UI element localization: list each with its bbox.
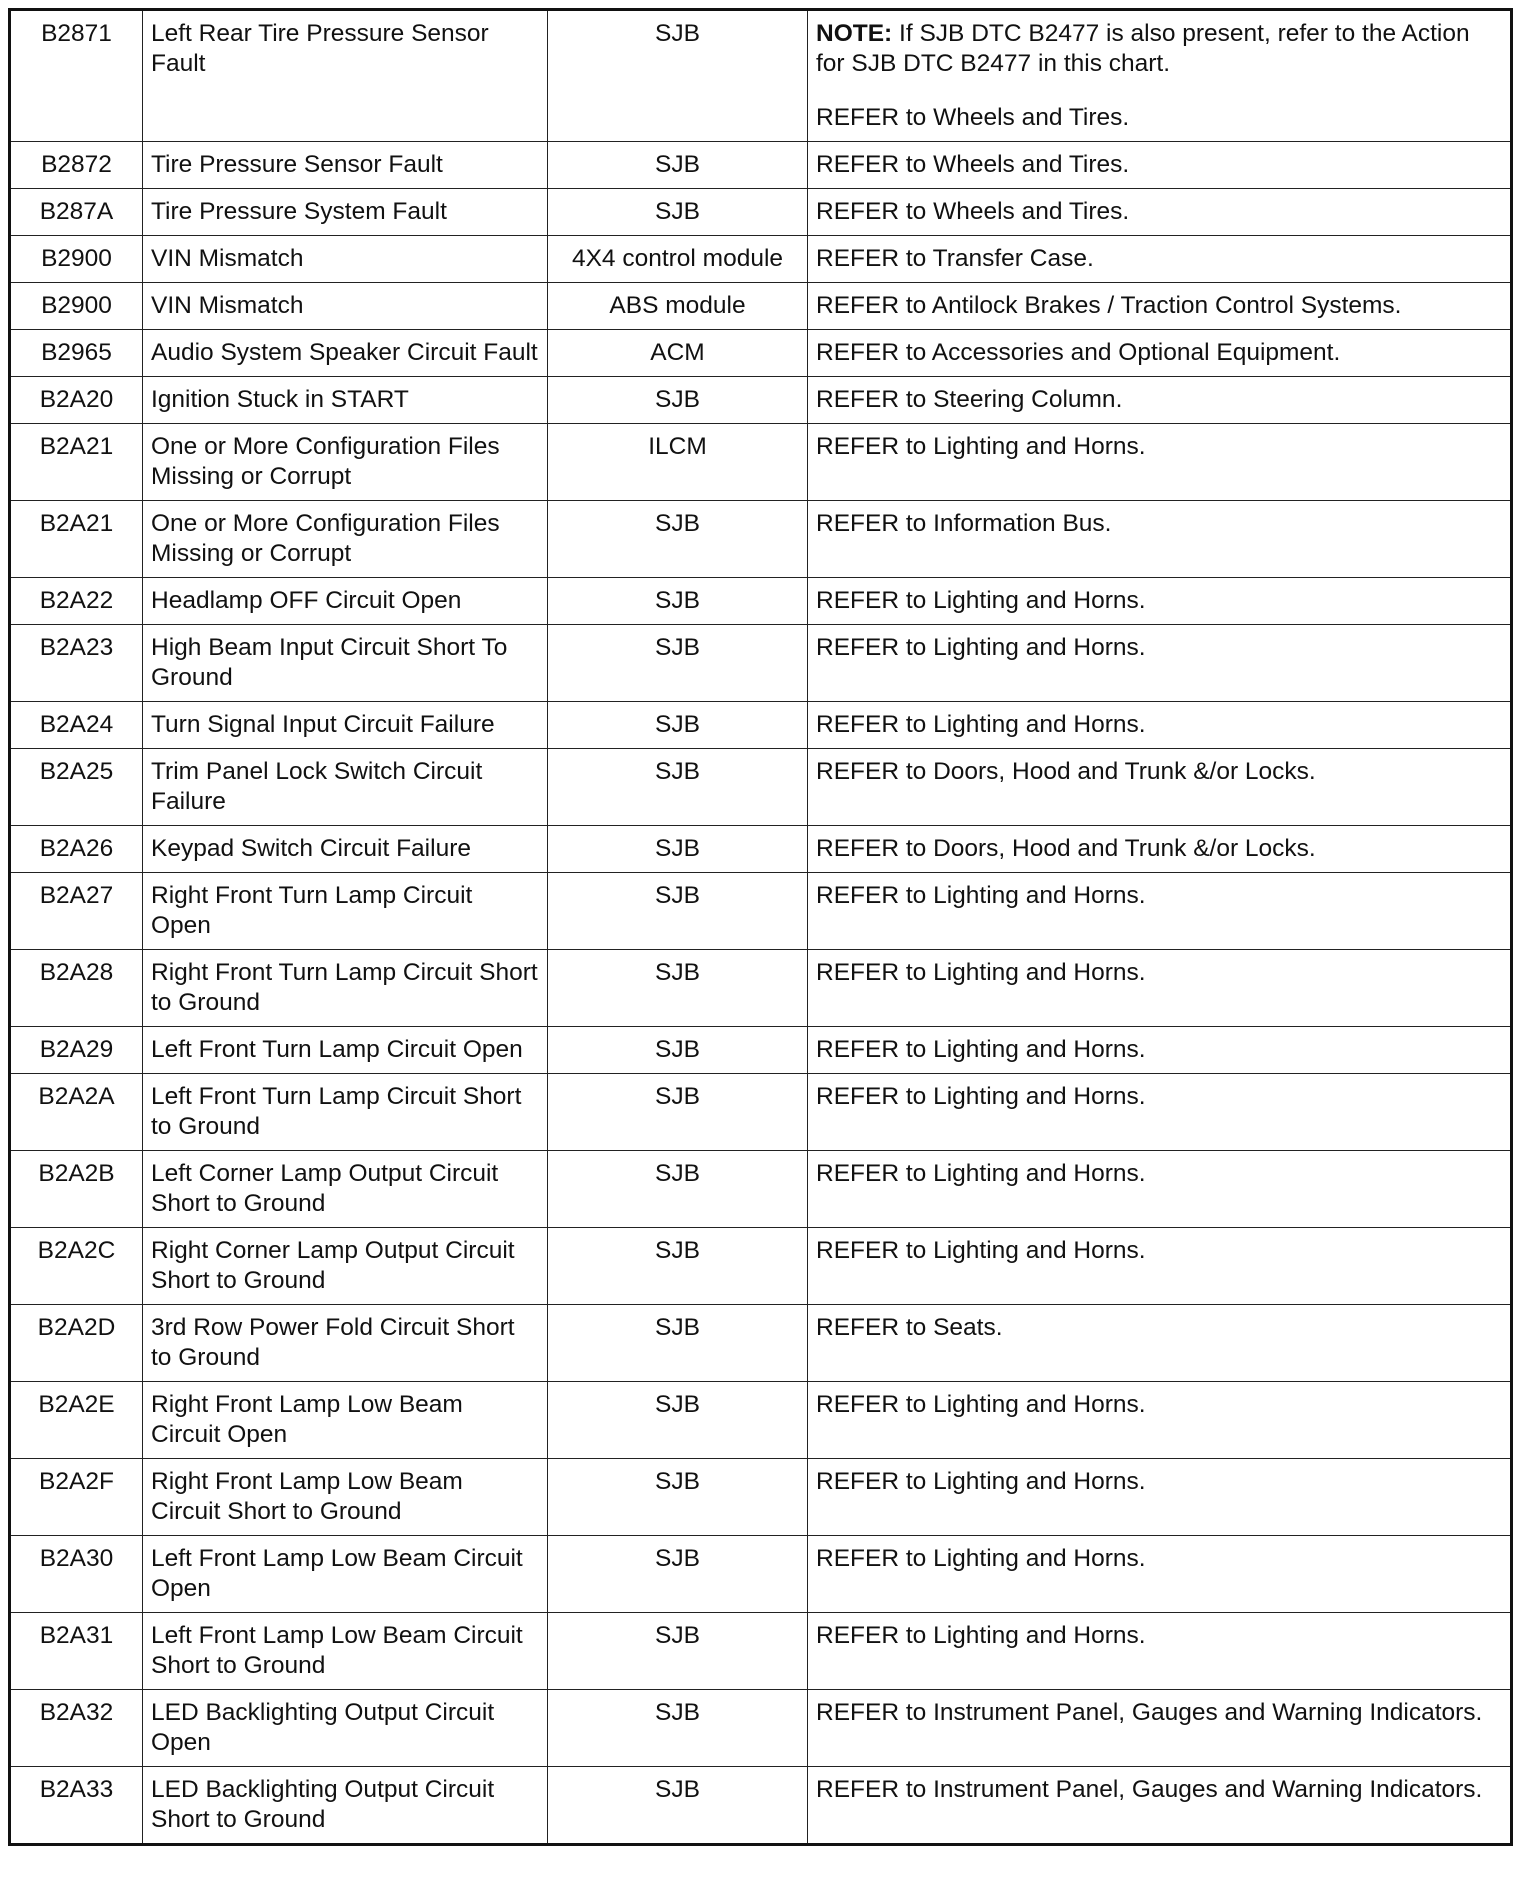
dtc-code-cell: B2A24: [10, 702, 143, 749]
dtc-description-cell: Headlamp OFF Circuit Open: [143, 578, 548, 625]
dtc-description-cell: Left Front Turn Lamp Circuit Open: [143, 1027, 548, 1074]
dtc-code-cell: B2A28: [10, 950, 143, 1027]
dtc-module-cell: SJB: [548, 1536, 808, 1613]
dtc-module-cell: SJB: [548, 873, 808, 950]
table-row: [10, 1690, 1512, 1767]
table-row: [10, 578, 1512, 625]
dtc-description-cell: Ignition Stuck in START: [143, 377, 548, 424]
table-row: [10, 10, 1512, 142]
dtc-module-cell: SJB: [548, 1151, 808, 1228]
dtc-description-cell: Left Front Lamp Low Beam Circuit Short to Ground: [143, 1613, 548, 1690]
table-row: [10, 1027, 1512, 1074]
dtc-description-cell: Keypad Switch Circuit Failure: [143, 826, 548, 873]
dtc-action-cell: [808, 1074, 1512, 1151]
note-label: NOTE:: [816, 20, 893, 47]
dtc-action-cell: [808, 1228, 1512, 1305]
dtc-description-cell: VIN Mismatch: [143, 236, 548, 283]
dtc-description-cell: High Beam Input Circuit Short To Ground: [143, 625, 548, 702]
dtc-code-cell: B2A29: [10, 1027, 143, 1074]
table-row: [10, 501, 1512, 578]
action-text: REFER to Lighting and Horns.: [816, 1391, 1146, 1418]
action-text: REFER to Lighting and Horns.: [816, 1545, 1146, 1572]
dtc-code-cell: B2A21: [10, 424, 143, 501]
dtc-code-cell: B2A27: [10, 873, 143, 950]
dtc-action-cell: [808, 1027, 1512, 1074]
dtc-description-cell: Turn Signal Input Circuit Failure: [143, 702, 548, 749]
dtc-action-cell: [808, 1613, 1512, 1690]
dtc-description-cell: Right Front Turn Lamp Circuit Open: [143, 873, 548, 950]
dtc-module-cell: SJB: [548, 1767, 808, 1845]
dtc-description-cell: Left Corner Lamp Output Circuit Short to Ground: [143, 1151, 548, 1228]
dtc-code-cell: B2A22: [10, 578, 143, 625]
dtc-description-cell: 3rd Row Power Fold Circuit Short to Ground: [143, 1305, 548, 1382]
dtc-code-cell: B2A2B: [10, 1151, 143, 1228]
dtc-description-cell: Right Front Lamp Low Beam Circuit Short to Ground: [143, 1459, 548, 1536]
table-row: [10, 236, 1512, 283]
dtc-description-cell: Tire Pressure Sensor Fault: [143, 142, 548, 189]
dtc-description-cell: LED Backlighting Output Circuit Short to Ground: [143, 1767, 548, 1845]
dtc-description-cell: Right Front Lamp Low Beam Circuit Open: [143, 1382, 548, 1459]
dtc-action-cell: [808, 236, 1512, 283]
action-text: REFER to Wheels and Tires.: [816, 198, 1130, 225]
dtc-action-cell: [808, 424, 1512, 501]
dtc-module-cell: SJB: [548, 1027, 808, 1074]
table-row: [10, 377, 1512, 424]
action-text: REFER to Lighting and Horns.: [816, 1083, 1146, 1110]
dtc-code-cell: B2A33: [10, 1767, 143, 1845]
dtc-module-cell: SJB: [548, 702, 808, 749]
action-text: REFER to Lighting and Horns.: [816, 1622, 1146, 1649]
dtc-module-cell: SJB: [548, 1459, 808, 1536]
dtc-action-cell: [808, 625, 1512, 702]
dtc-module-cell: SJB: [548, 142, 808, 189]
action-text: REFER to Lighting and Horns.: [816, 882, 1146, 909]
action-text: REFER to Lighting and Horns.: [816, 1468, 1146, 1495]
table-row: [10, 1305, 1512, 1382]
action-note: [816, 19, 1502, 79]
dtc-code-cell: B2965: [10, 330, 143, 377]
dtc-code-cell: B2A2C: [10, 1228, 143, 1305]
action-text: REFER to Wheels and Tires.: [816, 151, 1130, 178]
dtc-action-cell: [808, 1382, 1512, 1459]
dtc-module-cell: SJB: [548, 1228, 808, 1305]
table-row: [10, 1459, 1512, 1536]
dtc-action-cell: [808, 377, 1512, 424]
dtc-code-cell: B2A32: [10, 1690, 143, 1767]
dtc-module-cell: ILCM: [548, 424, 808, 501]
action-text: REFER to Antilock Brakes / Traction Control Systems.: [816, 292, 1402, 319]
dtc-action-cell: [808, 950, 1512, 1027]
action-text: REFER to Lighting and Horns.: [816, 634, 1146, 661]
table-row: [10, 702, 1512, 749]
dtc-table-body: [10, 10, 1512, 1845]
action-text: REFER to Instrument Panel, Gauges and Warning Indicators.: [816, 1776, 1483, 1803]
dtc-module-cell: SJB: [548, 189, 808, 236]
action-text: REFER to Lighting and Horns.: [816, 1237, 1146, 1264]
dtc-module-cell: ABS module: [548, 283, 808, 330]
dtc-action-cell: [808, 826, 1512, 873]
table-row: [10, 424, 1512, 501]
action-text: REFER to Lighting and Horns.: [816, 1036, 1146, 1063]
action-text: REFER to Doors, Hood and Trunk &/or Locks.: [816, 835, 1316, 862]
table-row: [10, 1228, 1512, 1305]
action-text: REFER to Transfer Case.: [816, 245, 1094, 272]
action-text: REFER to Lighting and Horns.: [816, 433, 1146, 460]
dtc-module-cell: SJB: [548, 749, 808, 826]
dtc-module-cell: SJB: [548, 1613, 808, 1690]
table-row: [10, 142, 1512, 189]
dtc-action-cell: [808, 749, 1512, 826]
dtc-description-cell: Trim Panel Lock Switch Circuit Failure: [143, 749, 548, 826]
table-row: [10, 1613, 1512, 1690]
dtc-code-cell: B2872: [10, 142, 143, 189]
table-row: [10, 749, 1512, 826]
dtc-code-cell: B2900: [10, 236, 143, 283]
dtc-action-cell: [808, 873, 1512, 950]
dtc-code-cell: B2A2A: [10, 1074, 143, 1151]
action-text: REFER to Lighting and Horns.: [816, 959, 1146, 986]
dtc-module-cell: ACM: [548, 330, 808, 377]
action-text: REFER to Doors, Hood and Trunk &/or Locks.: [816, 758, 1316, 785]
dtc-description-cell: Right Corner Lamp Output Circuit Short to Ground: [143, 1228, 548, 1305]
dtc-action-cell: [808, 1767, 1512, 1845]
dtc-description-cell: VIN Mismatch: [143, 283, 548, 330]
action-text: REFER to Accessories and Optional Equipment.: [816, 339, 1341, 366]
table-row: [10, 1536, 1512, 1613]
action-text: REFER to Steering Column.: [816, 386, 1123, 413]
dtc-code-cell: B2A2D: [10, 1305, 143, 1382]
table-row: [10, 283, 1512, 330]
dtc-module-cell: SJB: [548, 1305, 808, 1382]
dtc-table: [8, 8, 1513, 1846]
dtc-action-cell: [808, 142, 1512, 189]
dtc-module-cell: 4X4 control module: [548, 236, 808, 283]
table-row: [10, 1151, 1512, 1228]
table-row: [10, 189, 1512, 236]
dtc-code-cell: B2871: [10, 10, 143, 142]
dtc-action-cell: [808, 1151, 1512, 1228]
action-text: REFER to Instrument Panel, Gauges and Warning Indicators.: [816, 1699, 1483, 1726]
dtc-module-cell: SJB: [548, 377, 808, 424]
dtc-action-cell: [808, 501, 1512, 578]
dtc-code-cell: B2A25: [10, 749, 143, 826]
dtc-code-cell: B2A20: [10, 377, 143, 424]
action-text: REFER to Information Bus.: [816, 510, 1112, 537]
dtc-module-cell: SJB: [548, 1382, 808, 1459]
dtc-description-cell: One or More Configuration Files Missing or Corrupt: [143, 501, 548, 578]
dtc-code-cell: B2A21: [10, 501, 143, 578]
dtc-action-cell: [808, 1459, 1512, 1536]
dtc-module-cell: SJB: [548, 1074, 808, 1151]
dtc-code-cell: B2A30: [10, 1536, 143, 1613]
dtc-action-cell: [808, 10, 1512, 142]
dtc-description-cell: One or More Configuration Files Missing or Corrupt: [143, 424, 548, 501]
table-row: [10, 625, 1512, 702]
dtc-code-cell: B287A: [10, 189, 143, 236]
dtc-module-cell: SJB: [548, 625, 808, 702]
dtc-module-cell: SJB: [548, 578, 808, 625]
dtc-code-cell: B2A26: [10, 826, 143, 873]
table-row: [10, 1074, 1512, 1151]
dtc-module-cell: SJB: [548, 826, 808, 873]
dtc-module-cell: SJB: [548, 501, 808, 578]
table-row: [10, 1767, 1512, 1845]
dtc-action-cell: [808, 702, 1512, 749]
dtc-code-cell: B2A23: [10, 625, 143, 702]
dtc-description-cell: Right Front Turn Lamp Circuit Short to Ground: [143, 950, 548, 1027]
dtc-action-cell: [808, 1690, 1512, 1767]
dtc-description-cell: Left Rear Tire Pressure Sensor Fault: [143, 10, 548, 142]
table-row: [10, 826, 1512, 873]
dtc-description-cell: Tire Pressure System Fault: [143, 189, 548, 236]
action-text: REFER to Lighting and Horns.: [816, 711, 1146, 738]
dtc-action-cell: [808, 1305, 1512, 1382]
table-row: [10, 330, 1512, 377]
dtc-description-cell: Audio System Speaker Circuit Fault: [143, 330, 548, 377]
dtc-action-cell: [808, 189, 1512, 236]
dtc-code-cell: B2900: [10, 283, 143, 330]
dtc-action-cell: [808, 1536, 1512, 1613]
dtc-module-cell: SJB: [548, 10, 808, 142]
table-row: [10, 873, 1512, 950]
dtc-module-cell: SJB: [548, 950, 808, 1027]
table-row: [10, 1382, 1512, 1459]
table-row: [10, 950, 1512, 1027]
action-text: REFER to Lighting and Horns.: [816, 1160, 1146, 1187]
dtc-code-cell: B2A31: [10, 1613, 143, 1690]
dtc-description-cell: Left Front Lamp Low Beam Circuit Open: [143, 1536, 548, 1613]
action-text: REFER to Lighting and Horns.: [816, 587, 1146, 614]
dtc-description-cell: Left Front Turn Lamp Circuit Short to Ground: [143, 1074, 548, 1151]
dtc-code-cell: B2A2F: [10, 1459, 143, 1536]
action-text: REFER to Seats.: [816, 1314, 1003, 1341]
action-text: REFER to Wheels and Tires.: [816, 104, 1130, 131]
dtc-action-cell: [808, 578, 1512, 625]
dtc-action-cell: [808, 283, 1512, 330]
dtc-description-cell: LED Backlighting Output Circuit Open: [143, 1690, 548, 1767]
dtc-code-cell: B2A2E: [10, 1382, 143, 1459]
note-text: If SJB DTC B2477 is also present, refer to the Action for SJB DTC B2477 in this chart.: [816, 20, 1470, 77]
dtc-action-cell: [808, 330, 1512, 377]
dtc-module-cell: SJB: [548, 1690, 808, 1767]
